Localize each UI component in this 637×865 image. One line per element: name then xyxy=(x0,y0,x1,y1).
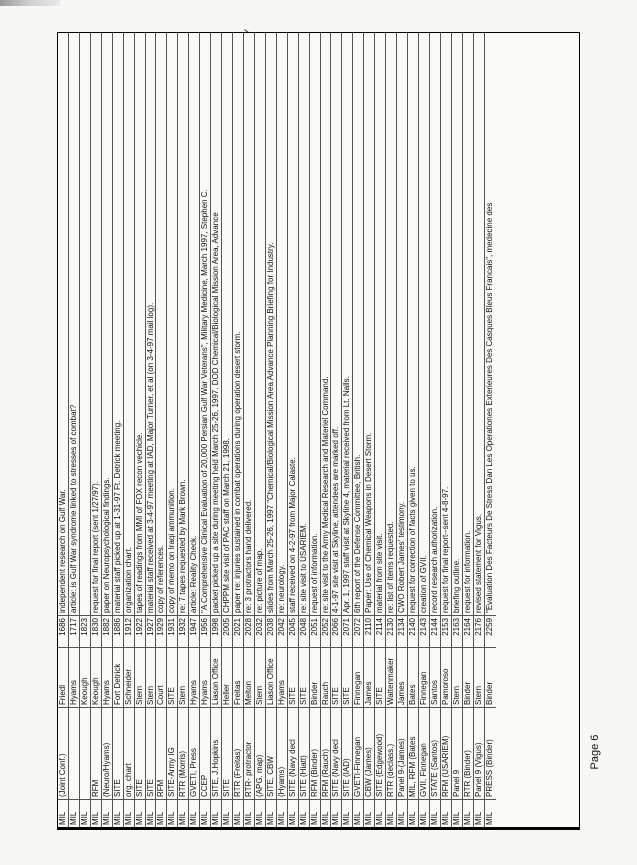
row-category: MIL xyxy=(419,799,429,827)
row-number: 1947 xyxy=(189,615,199,647)
table-row xyxy=(408,33,419,827)
row-contact: Hyams xyxy=(200,647,210,707)
row-number: 1912 xyxy=(124,615,134,647)
row-subject: SITE xyxy=(113,707,123,799)
table-row xyxy=(178,33,189,827)
row-description: 6th report of the Defense Committee, British. xyxy=(353,454,363,613)
row-subject: RTR (Binder) xyxy=(463,707,473,799)
row-category: MIL xyxy=(124,799,134,827)
row-contact: Binder xyxy=(310,647,320,707)
row-description: copy of references. xyxy=(156,544,166,613)
row-category: MIL xyxy=(342,799,352,827)
row-description: "Evaluation Des Facteurs De Stress Dan Les Operationes Exterieures Des Casques Bleus Francais", medecine des xyxy=(484,202,494,613)
row-contact: Bates xyxy=(408,647,418,707)
row-contact: Fort Detrick xyxy=(113,647,123,707)
table-row xyxy=(452,33,463,827)
row-contact: Stern xyxy=(474,647,484,707)
row-number: 2045 xyxy=(288,615,298,647)
row-number: 2038 xyxy=(266,615,276,647)
table-row xyxy=(353,33,364,827)
row-contact: SITE xyxy=(299,647,309,707)
row-description: paper re: injuries sustained in combat operations during operation desert storm. xyxy=(233,331,242,613)
row-category: MIL xyxy=(331,799,341,827)
row-description: CHPPM site visit of PAC staff on March 21, 1998. xyxy=(222,438,232,613)
row-subject: Panel 9 (Vigus) xyxy=(474,707,484,799)
row-contact: SITE xyxy=(288,647,298,707)
row-number: 2164 xyxy=(463,615,473,647)
row-category: MIL xyxy=(375,799,385,827)
row-subject: RFM xyxy=(156,707,166,799)
page-number: Page 6 xyxy=(589,734,601,770)
row-category: MIL xyxy=(222,799,232,827)
row-subject: SITE (Hiatt) xyxy=(299,707,309,799)
row-number: 1927 xyxy=(146,615,156,647)
row-subject: SITE, J.Hopkins xyxy=(211,707,221,799)
row-description: briefing outline. xyxy=(451,558,461,613)
table-row xyxy=(474,33,485,827)
row-category: MIL xyxy=(310,799,320,827)
table-row xyxy=(200,33,211,827)
row-contact: Hyams xyxy=(189,647,199,707)
row-contact: Stern xyxy=(452,647,462,707)
table-row xyxy=(321,33,332,827)
row-contact: Stern xyxy=(146,647,156,707)
row-category: MIL xyxy=(244,799,254,827)
table-row xyxy=(211,33,222,827)
row-contact: Keough xyxy=(91,647,101,707)
row-subject: SITE xyxy=(146,707,156,799)
row-subject: RTR (Morris) xyxy=(178,707,188,799)
row-subject: RTR- protractor xyxy=(244,707,254,799)
row-contact: Hyams xyxy=(277,647,287,707)
row-category: MIL xyxy=(299,799,309,827)
row-category: MIL xyxy=(178,799,188,827)
row-category: MIL xyxy=(156,799,166,827)
row-category: MIL xyxy=(189,799,199,827)
row-number: 2032 xyxy=(255,615,265,647)
row-contact: James xyxy=(397,647,407,707)
row-number: 2134 xyxy=(397,615,407,647)
row-description: material staff received at 3-4-97 meeting at IAD, Major Turner, et al (on 3-4-97 mail log). xyxy=(145,302,155,613)
row-category: MIL xyxy=(58,799,68,827)
row-subject: SITE (Navy decl xyxy=(288,707,298,799)
row-contact: Stern xyxy=(255,647,265,707)
row-subject: SITE (IAD) xyxy=(342,707,352,799)
row-contact: Rauch xyxy=(321,647,331,707)
row-description: request for final report (sent 1/27/97). xyxy=(90,480,100,613)
row-description: Apr. 1, 1997 staff visit at Skyline 4, material received from Lt. Nalls. xyxy=(342,376,352,613)
scan-edge-shadow xyxy=(0,0,60,6)
row-subject xyxy=(69,707,79,799)
row-category: MIL xyxy=(485,799,496,827)
row-description: request for correction of facts given to us. xyxy=(408,466,417,613)
row-contact: James xyxy=(364,647,374,707)
table-row xyxy=(135,33,146,827)
row-subject: CBW (James) xyxy=(364,707,374,799)
row-category: MIL xyxy=(452,799,462,827)
row-description: creation of GVII. xyxy=(418,555,428,613)
row-contact: Finnegan xyxy=(353,647,363,707)
row-number: 1956 xyxy=(200,615,210,647)
row-category: MIL xyxy=(463,799,473,827)
table-row xyxy=(364,33,375,827)
row-subject: (Hyams) xyxy=(277,707,287,799)
row-subject: Panel 9-(James) xyxy=(397,707,407,799)
row-subject: PRESS (Binder) xyxy=(485,707,496,799)
row-number: 1886 xyxy=(113,615,123,647)
row-contact: SITE xyxy=(375,647,385,707)
row-subject: GVETI-Finnegan xyxy=(353,707,363,799)
row-subject: Panel 9 xyxy=(452,707,462,799)
table-row xyxy=(124,33,135,827)
row-number: 1931 xyxy=(167,615,177,647)
row-description: packet picked up a site during meeting held March 25-26, 1997. DOD Chemical/Biological Mission Area, Advance xyxy=(211,212,221,613)
row-number: 2005 xyxy=(222,615,232,647)
row-subject: RFM (USARIEM) xyxy=(441,707,451,799)
row-category: MIL xyxy=(441,799,451,827)
row-subject: SITE-Army IG xyxy=(167,707,177,799)
table-row xyxy=(430,33,441,827)
row-number: 1998 xyxy=(211,615,221,647)
row-description: material from site visit. xyxy=(375,533,385,613)
table-row xyxy=(266,33,277,827)
row-description xyxy=(80,33,90,615)
row-contact: Stern xyxy=(178,647,188,707)
row-subject: RFM xyxy=(91,707,101,799)
row-subject: RTR (declass.) xyxy=(386,707,396,799)
row-number: 2143 xyxy=(419,615,429,647)
row-contact: SITE xyxy=(331,647,341,707)
table-row xyxy=(386,33,397,827)
row-contact: Keough xyxy=(80,647,90,707)
row-subject: STATE (Santos) xyxy=(430,707,440,799)
row-category: MIL xyxy=(135,799,145,827)
row-contact: Freitas xyxy=(233,647,243,707)
row-contact: Schneider xyxy=(124,647,134,707)
row-number: 1717 xyxy=(69,615,79,647)
row-description: 4-1-97 site visit at Skyline, attendees are marked off. xyxy=(331,426,341,613)
row-contact: Hyams xyxy=(102,647,112,707)
row-category: MIL xyxy=(353,799,363,827)
row-subject xyxy=(80,707,90,799)
row-category: MIL xyxy=(146,799,156,827)
row-subject: RFM (Binder) xyxy=(310,707,320,799)
row-contact: Finnegan xyxy=(419,647,429,707)
row-number: 1922 xyxy=(135,615,145,647)
row-number: 2110 xyxy=(364,615,374,647)
table-row xyxy=(102,33,113,827)
table-row xyxy=(375,33,386,827)
table-row xyxy=(91,33,102,827)
row-contact: Binder xyxy=(463,647,473,707)
row-category: MIL xyxy=(474,799,484,827)
row-description: re: site visit to the Army Medical Research and Materiel Command. xyxy=(320,376,330,613)
row-description: re: neurology. xyxy=(276,564,286,613)
row-number: 2066 xyxy=(331,615,341,647)
row-number: 2259 xyxy=(485,615,496,647)
row-description: request for final report--sent 4-8-97. xyxy=(440,486,450,613)
row-contact: Melton xyxy=(244,647,254,707)
row-category: MIL xyxy=(255,799,265,827)
row-subject: (Neuro/Hyams) xyxy=(102,707,112,799)
table-row xyxy=(463,33,474,827)
row-contact: SITE xyxy=(342,647,352,707)
row-number: 2130 xyxy=(386,615,396,647)
row-subject: SITE xyxy=(135,707,145,799)
row-number: 2072 xyxy=(353,615,363,647)
row-category: MIL xyxy=(364,799,374,827)
table-row xyxy=(277,33,288,827)
row-number: 2052 xyxy=(321,615,331,647)
row-number: 2163 xyxy=(452,615,462,647)
row-description: re: site visit to USARIEM. xyxy=(298,523,308,613)
row-number: 2176 xyxy=(474,615,484,647)
row-category: MIL xyxy=(288,799,298,827)
row-subject: SITE (Navy decl xyxy=(331,707,341,799)
row-description: "A Comprehensive Clinical Evaluation of 20,000 Persian Gulf War Veterans", Military Medicine, March 1997, Stephen C. xyxy=(200,189,210,613)
row-description: record research authorization. xyxy=(429,506,439,613)
row-subject: CCEP xyxy=(200,707,210,799)
row-description: re: 7 tapes requested by Mark Brown. xyxy=(178,479,188,613)
row-category: MIL xyxy=(397,799,407,827)
row-number: 2051 xyxy=(310,615,320,647)
table-row xyxy=(342,33,353,827)
row-subject: RFM (Rauch) xyxy=(321,707,331,799)
table-row xyxy=(69,33,80,827)
row-number: 2153 xyxy=(441,615,451,647)
row-category: MIL xyxy=(233,799,243,827)
row-subject: (APG. map) xyxy=(255,707,265,799)
table-row xyxy=(310,33,321,827)
row-contact: Court xyxy=(156,647,166,707)
row-number: 2042 xyxy=(277,615,287,647)
row-category: MIL xyxy=(386,799,396,827)
table-row xyxy=(58,33,69,827)
row-description: slides from March 25-26, 1997 "Chemical/Biological Mission Area Advance Planning Briefing for Industry. xyxy=(265,242,275,613)
table-row xyxy=(167,33,178,827)
row-category: MIL xyxy=(167,799,177,827)
row-category: MIL xyxy=(211,799,221,827)
row-subject: org. chart xyxy=(124,707,134,799)
row-description: Paper: Use of Chemical Weapons in Desert Storm. xyxy=(364,432,374,613)
row-category: MIL xyxy=(200,799,210,827)
row-subject: (Joint Conf.) xyxy=(58,707,68,799)
row-description: revised statement for Vigus. xyxy=(473,513,483,613)
row-subject: SITE, CBW xyxy=(266,707,276,799)
row-subject: MIL, RFM (Bates xyxy=(408,707,418,799)
row-description: re: 3 protractors hand delivered. xyxy=(243,499,253,613)
row-category: MIL xyxy=(266,799,276,827)
row-category: MIL xyxy=(430,799,440,827)
row-description: article: Reality Check. xyxy=(189,535,199,613)
row-number: 2144 xyxy=(430,615,440,647)
row-contact: Pamoroso xyxy=(441,647,451,707)
row-description: copy of memo on Iraqi ammunition. xyxy=(167,488,177,613)
row-description: material staff picked up at 1-31-97 Ft. Detrick meeting. xyxy=(112,420,122,613)
table-row xyxy=(397,33,408,827)
table-row xyxy=(156,33,167,827)
row-description: staff received on 4-2-97 from Major Calaste. xyxy=(287,457,297,613)
row-number: 2140 xyxy=(408,615,418,647)
row-description: re: picture of map. xyxy=(254,548,264,613)
row-category: MIL xyxy=(277,799,287,827)
row-number: 1686 xyxy=(58,615,68,647)
row-description: article: is Gulf War syndrome linked to stresses of combat? xyxy=(68,404,78,613)
row-number: 1823 xyxy=(80,615,90,647)
table-row xyxy=(419,33,430,827)
row-category: MIL xyxy=(80,799,90,827)
row-contact: Liason Office xyxy=(211,647,221,707)
row-description: re: list of items requested. xyxy=(386,521,396,613)
row-category: MIL xyxy=(69,799,79,827)
table-row xyxy=(80,33,91,827)
row-number: 2048 xyxy=(299,615,309,647)
row-subject: GVII, Finnegan xyxy=(419,707,429,799)
row-description: tapes of readings from MMI of FOX recon vechicle. xyxy=(134,432,144,613)
row-contact: Hyams xyxy=(69,647,79,707)
row-number: 2021 xyxy=(233,615,243,647)
table-row xyxy=(113,33,124,827)
row-contact: Binder xyxy=(485,647,496,707)
row-description: request for information. xyxy=(462,530,472,613)
table-row xyxy=(146,33,157,827)
table-row xyxy=(244,33,255,827)
table-row xyxy=(331,33,342,827)
row-number: 2028 xyxy=(244,615,254,647)
row-description: request of information. xyxy=(309,533,319,613)
row-number: 2071 xyxy=(342,615,352,647)
table-row xyxy=(222,33,233,827)
table-row xyxy=(288,33,299,827)
row-number: 2114 xyxy=(375,615,385,647)
table-row xyxy=(485,33,496,827)
row-contact: Heller xyxy=(222,647,232,707)
row-description: independent research on Gulf War. xyxy=(58,489,67,613)
row-subject: SITE (Edgewood) xyxy=(375,707,385,799)
row-contact: Liason Office xyxy=(266,647,276,707)
row-description: CWO Robert James' testimony. xyxy=(397,501,407,613)
row-subject: GVETI, Press xyxy=(189,707,199,799)
row-category: MIL xyxy=(408,799,418,827)
row-number: 1830 xyxy=(91,615,101,647)
row-contact: Santos xyxy=(430,647,440,707)
table-row xyxy=(441,33,452,827)
table-row xyxy=(255,33,266,827)
row-subject: RTR (Freitas) xyxy=(233,707,243,799)
table-row xyxy=(189,33,200,827)
table-row xyxy=(233,33,244,827)
row-contact: Wattenmaker xyxy=(386,647,396,707)
row-description: organization chart. xyxy=(123,547,133,613)
row-contact: Friedl xyxy=(58,647,68,707)
row-category: MIL xyxy=(102,799,112,827)
row-category: MIL xyxy=(321,799,331,827)
row-category: MIL xyxy=(91,799,101,827)
row-number: 1929 xyxy=(156,615,166,647)
row-contact: Stern xyxy=(135,647,145,707)
row-category: MIL xyxy=(113,799,123,827)
correspondence-table xyxy=(57,32,580,830)
row-number: 1932 xyxy=(178,615,188,647)
row-number: 1882 xyxy=(102,615,112,647)
table-row xyxy=(299,33,310,827)
row-description: paper on Neuropsychological findings. xyxy=(101,477,111,613)
row-contact: SITE xyxy=(167,647,177,707)
row-subject: SITE xyxy=(222,707,232,799)
